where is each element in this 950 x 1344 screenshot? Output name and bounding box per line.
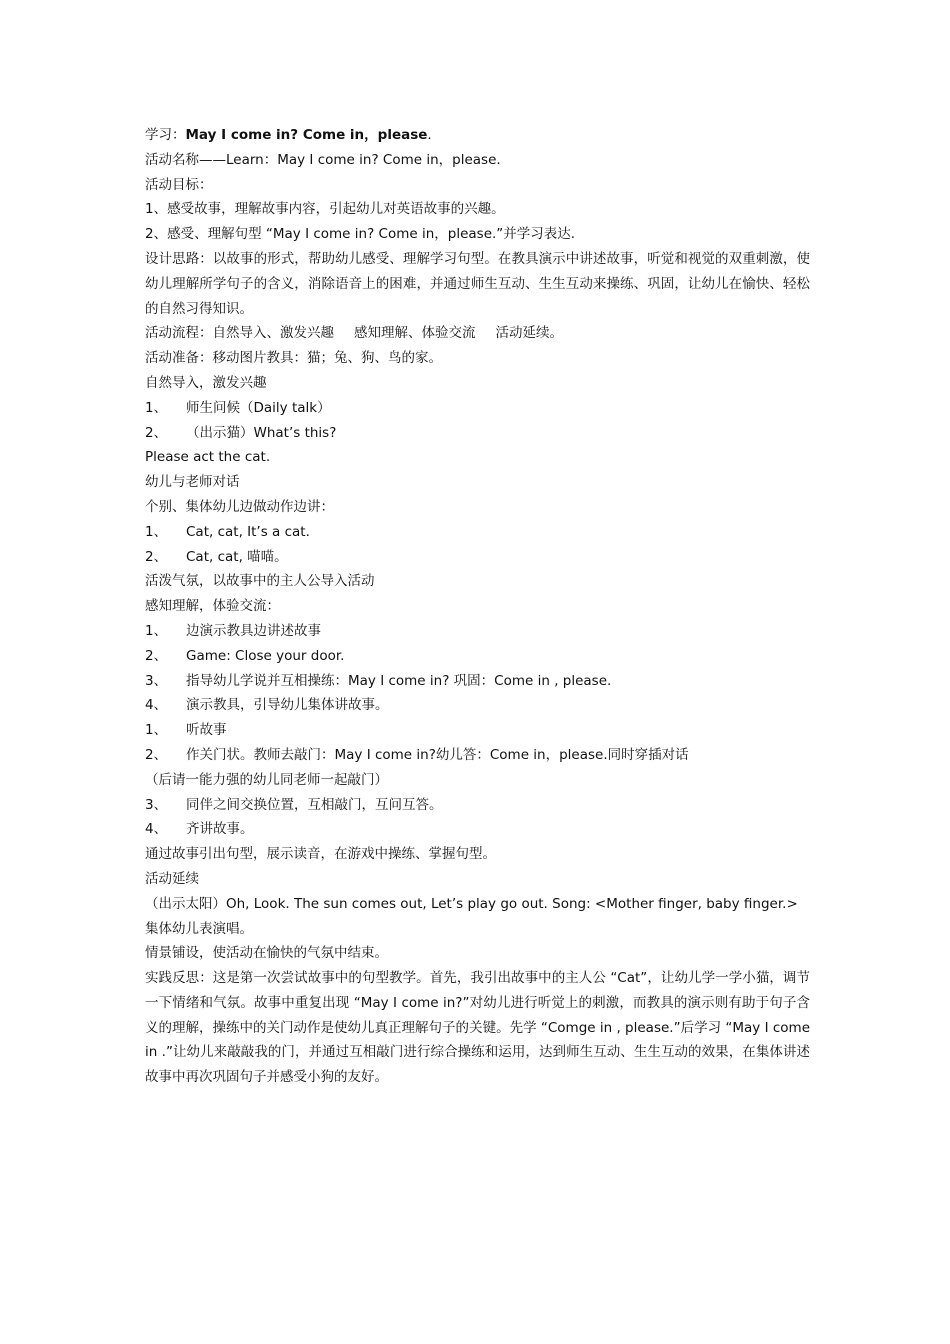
- design-paragraph: 设计思路：以故事的形式，帮助幼儿感受、理解学习句型。在教具演示中讲述故事，听觉和视觉的双重刺激，使幼儿理解所学句子的含义，消除语音上的困难，并通过师生互动、生生互动来操练、巩固，让幼儿在愉快、轻松的自然习得知识。: [145, 250, 810, 317]
- dialog-line: 幼儿与老师对话: [145, 474, 240, 491]
- list-number: 2、: [145, 647, 168, 664]
- flow-mid: 感知理解、体验交流: [354, 325, 476, 342]
- list-text: 齐讲故事。: [186, 821, 254, 838]
- list-number: 2、: [145, 746, 168, 763]
- document-title: [145, 123, 810, 148]
- list-text: 指导幼儿学说并互相操练：May I come in? 巩固：Come in , please.: [186, 672, 612, 689]
- list-number: 1、: [145, 399, 168, 416]
- activity-name: 活动名称——Learn：May I come in? Come in，please.: [145, 151, 501, 168]
- list-text: 师生问候（Daily talk）: [186, 399, 331, 416]
- list-item: [145, 743, 810, 768]
- sing-line: 集体幼儿表演唱。: [145, 920, 253, 937]
- summary-line: 通过故事引出句型，展示读音，在游戏中操练、掌握句型。: [145, 846, 496, 863]
- list-text: 演示教具，引导幼儿集体讲故事。: [186, 697, 389, 714]
- list-number: 4、: [145, 821, 168, 838]
- list-number: 1、: [145, 523, 168, 540]
- activity-prep: 活动准备：移动图片教具：猫；兔、狗、鸟的家。: [145, 350, 442, 367]
- intro-heading: 自然导入，激发兴趣: [145, 374, 267, 391]
- goal-1: 1、感受故事，理解故事内容，引起幼儿对英语故事的兴趣。: [145, 201, 505, 218]
- list-number: 2、: [145, 424, 168, 441]
- list-item: [145, 693, 810, 718]
- list-number: 1、: [145, 622, 168, 639]
- list-item: [145, 718, 810, 743]
- reflection-paragraph: 实践反思：这是第一次尝试故事中的句型教学。首先，我引出故事中的主人公 “Cat”，让幼儿学一学小猫，调节一下情绪和气氛。故事中重复出现 “May I come in?”对幼儿进行听觉上的刺激，而教具的演示则有助于句子含义的理解，操练中的关门动作是使幼儿真正理解句子的关键。先学 “Comge in , please.”后学习 “May I come in .”让幼儿来敲敲我的门，并通过互相敲门进行综合操练和运用，达到师生互动、生生互动的效果，在集体讲述故事中再次巩固句子并感受小狗的友好。: [145, 970, 810, 1086]
- list-item: [145, 396, 810, 421]
- flow-end: 活动延续。: [495, 325, 563, 342]
- list-item: [145, 619, 810, 644]
- knock-note: （后请一能力强的幼儿同老师一起敲门）: [145, 771, 388, 788]
- title-prefix: 学习：: [145, 127, 186, 143]
- list-text: 边演示教具边讲述故事: [186, 622, 321, 639]
- list-text: （出示猫）What’s this?: [186, 424, 337, 441]
- list-text: 同伴之间交换位置，互相敲门，互问互答。: [186, 796, 443, 813]
- activity-flow: [145, 321, 810, 346]
- act-cat-line: Please act the cat.: [145, 449, 271, 466]
- list-item: [145, 520, 810, 545]
- list-number: 3、: [145, 672, 168, 689]
- list-item: [145, 644, 810, 669]
- list-text: Game: Close your door.: [186, 647, 345, 664]
- list-text: Cat, cat, 喵喵。: [186, 548, 288, 565]
- chant-heading: 个别、集体幼儿边做动作边讲：: [145, 498, 334, 515]
- title-main: May I come in? Come in，please: [185, 127, 428, 143]
- list-number: 4、: [145, 697, 168, 714]
- extension-heading: 活动延续: [145, 870, 199, 887]
- list-text: 作关门状。教师去敲门：May I come in?幼儿答：Come in，please.同时穿插对话: [186, 746, 689, 763]
- perceive-heading: 感知理解，体验交流：: [145, 598, 280, 615]
- list-item: [145, 421, 810, 446]
- document-page: [145, 123, 810, 1090]
- list-item: [145, 793, 810, 818]
- list-item: [145, 817, 810, 842]
- goal-2: 2、感受、理解句型 “May I come in? Come in，please.”并学习表达.: [145, 226, 576, 243]
- list-number: 3、: [145, 796, 168, 813]
- list-text: Cat, cat, It’s a cat.: [186, 523, 310, 540]
- extension-sun-line: （出示太阳）Oh, Look. The sun comes out, Let’s play go out. Song: <Mother finger, baby finger.>: [145, 895, 798, 912]
- list-text: 听故事: [186, 722, 227, 739]
- title-end: .: [427, 127, 432, 143]
- flow-prefix: 活动流程：自然导入、激发兴趣: [145, 325, 334, 342]
- list-item: [145, 545, 810, 570]
- ending-line: 情景铺设，使活动在愉快的气氛中结束。: [145, 945, 388, 962]
- list-number: 1、: [145, 722, 168, 739]
- goals-heading: 活动目标：: [145, 176, 213, 193]
- list-item: [145, 669, 810, 694]
- atmosphere-line: 活泼气氛，以故事中的主人公导入活动: [145, 573, 375, 590]
- list-number: 2、: [145, 548, 168, 565]
